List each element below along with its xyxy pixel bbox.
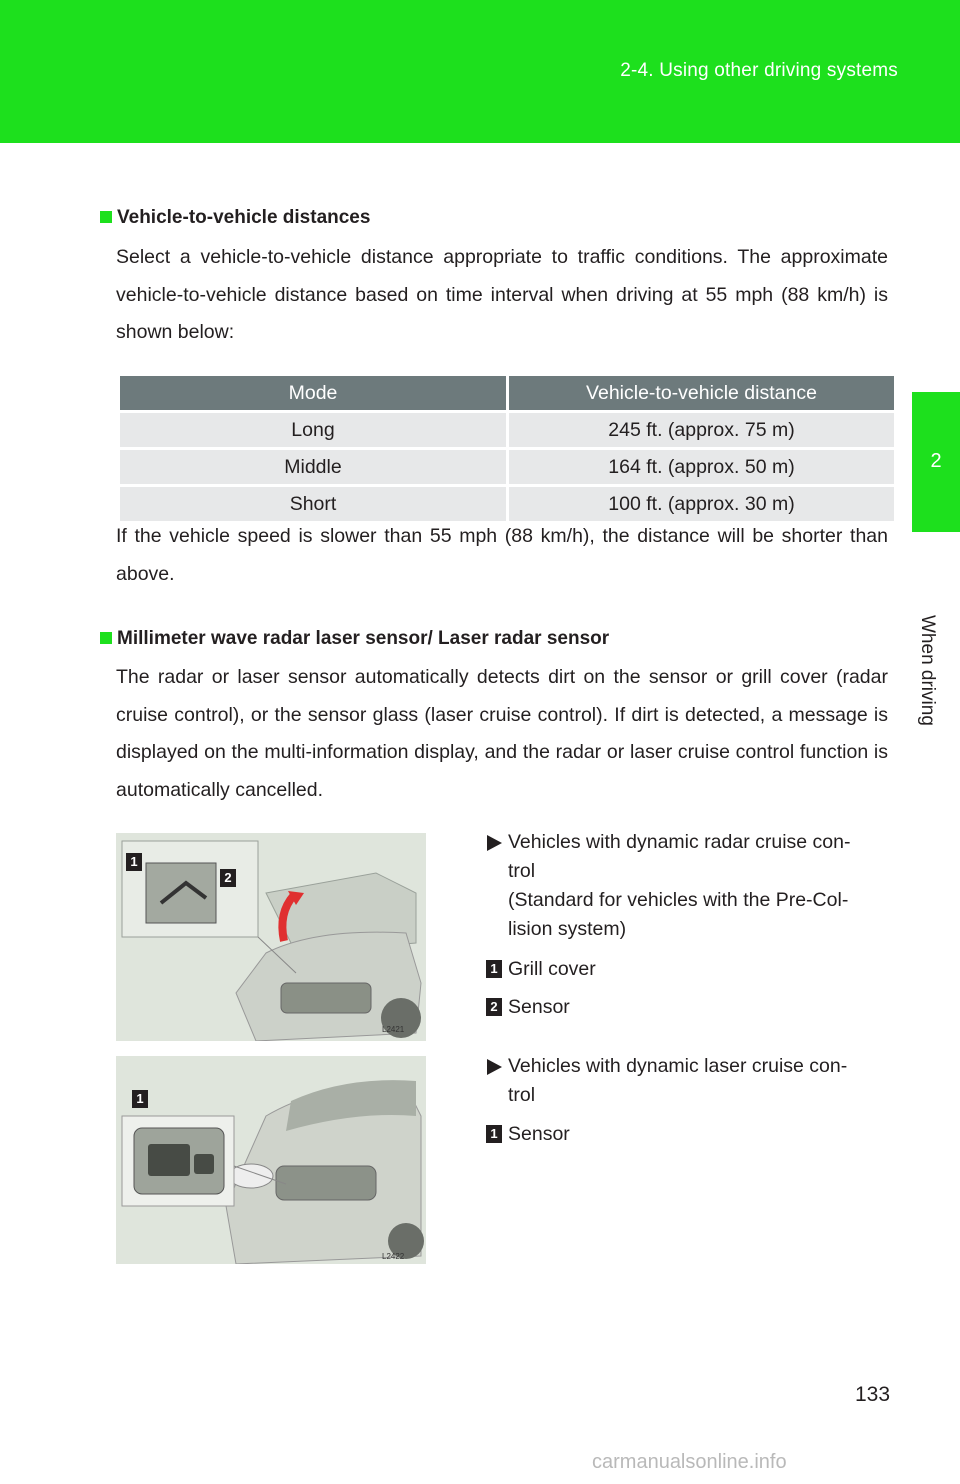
callout-label: Grill cover (508, 958, 596, 980)
table-header-row (120, 376, 894, 410)
callout-1-badge: 1 (126, 853, 142, 871)
section-heading-text: Millimeter wave radar laser sensor/ Laser radar sensor (117, 628, 610, 649)
chapter-number: 2 (930, 450, 942, 472)
table-cell-mode: Long (120, 410, 509, 447)
caption-line: trol (508, 860, 536, 882)
page-header (0, 0, 960, 143)
table-cell-distance: 245 ft. (approx. 75 m) (509, 410, 894, 447)
callout-item-grill (486, 958, 596, 981)
callout-label: Sensor (508, 996, 570, 1018)
table-cell-mode: Short (120, 484, 509, 521)
callout-label: Sensor (508, 1123, 570, 1145)
section-heading-sensor (100, 628, 609, 650)
callout-item-sensor (486, 996, 570, 1019)
sensor-body: The radar or laser sensor automatically detects dirt on the sensor or grill cover (radar cruise control), or the sensor glass (laser cruise control). If dirt is detected, a message is displayed on the multi-information display, and the radar or laser cruise control function is automatically cancelled. (116, 666, 888, 801)
car-front-illustration (116, 1056, 426, 1264)
caption-line: trol (508, 1084, 536, 1106)
page-number: 133 (855, 1383, 891, 1406)
callout-number: 2 (486, 998, 502, 1016)
figure2-caption (470, 1052, 928, 1110)
section-heading-distances (100, 207, 370, 229)
car-hood-open-illustration (116, 833, 426, 1041)
table-row (120, 447, 894, 484)
table-cell-distance: 100 ft. (approx. 30 m) (509, 484, 894, 521)
radar-sensor-illustration (116, 833, 426, 1041)
figure-code: L2421 (382, 1025, 405, 1034)
caption-line: Vehicles with dynamic radar cruise con- (508, 831, 851, 853)
table-cell-mode: Middle (120, 447, 509, 484)
header-title: 2-4. Using other driving systems (620, 60, 898, 81)
caption-line: lision system) (508, 918, 627, 940)
caption-arrow-icon (487, 1059, 502, 1075)
table-cell-distance: 164 ft. (approx. 50 m) (509, 447, 894, 484)
caption-line: Vehicles with dynamic laser cruise con- (508, 1055, 848, 1077)
table-row (120, 410, 894, 447)
chapter-label: When driving (917, 615, 938, 726)
chapter-tab (912, 392, 960, 532)
heading-bullet-icon (100, 211, 112, 223)
section-intro: Select a vehicle-to-vehicle distance appropriate to traffic conditions. The approximate vehicle-to-vehicle distance based on time interval when driving at 55 mph (88 km/h) is shown below: (116, 246, 888, 343)
callout-2-badge: 2 (220, 869, 236, 887)
figure-code: L2422 (382, 1252, 405, 1261)
table-header-mode: Mode (120, 376, 509, 410)
distance-note: If the vehicle speed is slower than 55 mph (88 km/h), the distance will be shorter than above. (116, 525, 888, 585)
table-row (120, 484, 894, 521)
callout-number: 1 (486, 1125, 502, 1143)
table-header-distance: Vehicle-to-vehicle distance (509, 376, 894, 410)
laser-sensor-illustration (116, 1056, 426, 1264)
caption-arrow-icon (487, 835, 502, 851)
caption-line: (Standard for vehicles with the Pre-Col- (508, 889, 849, 911)
callout-number: 1 (486, 960, 502, 978)
section-heading-text: Vehicle-to-vehicle distances (117, 207, 371, 228)
watermark-text: carmanualsonline.info (592, 1451, 787, 1473)
heading-bullet-icon (100, 632, 112, 644)
figure1-caption (470, 828, 928, 944)
callout-item-sensor (486, 1123, 570, 1146)
callout-1-badge: 1 (132, 1090, 148, 1108)
distance-table (120, 376, 894, 521)
